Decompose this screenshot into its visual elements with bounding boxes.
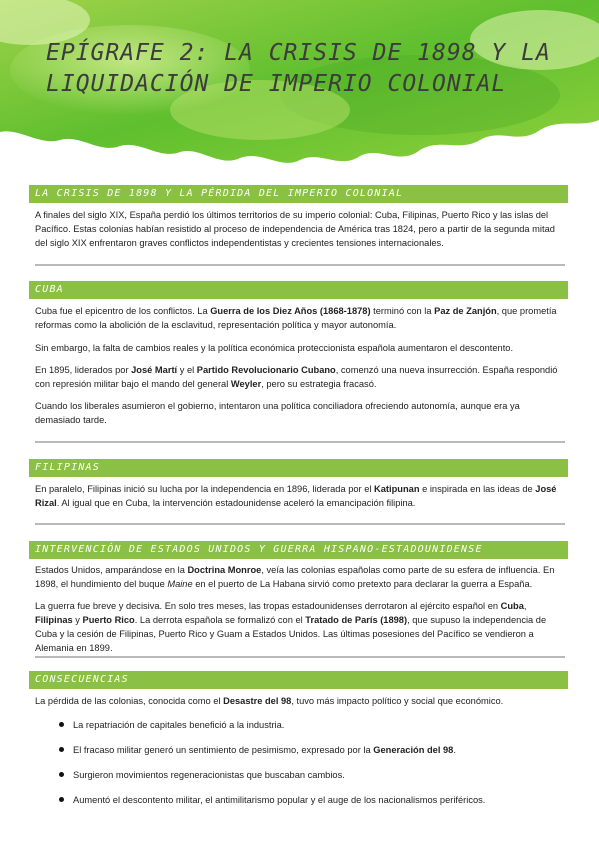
bullet-icon: [57, 770, 65, 778]
cuba-paragraph-2: Sin embargo, la falta de cambios reales y la política económica proteccionista española aumentaron el descontento.: [35, 343, 514, 353]
cuba-paragraph-4: Cuando los liberales asumieron el gobierno, intentaron una política conciliadora ofreciendo autonomía, aunque era ya demasiado tarde.: [35, 401, 520, 425]
list-item: La repatriación de capitales benefició a la industria.: [73, 720, 285, 730]
bullet-icon: [57, 795, 65, 803]
intervencion-paragraph-2: La guerra fue breve y decisiva. En solo tres meses, las tropas estadounidenses derrotaron al ejército español en Cuba, Filipinas y Puerto Rico. La derrota española se formalizó con el Tratado de París (1898), que supuso la independencia de Cuba y la cesión de Filipinas, Puerto Rico y Guam a Estados Unidos. Las últimas posesiones del Pacífico se vendieron a Alemania en 1899.: [35, 601, 547, 653]
section-heading-intervencion: INTERVENCIÓN DE ESTADOS UNIDOS Y GUERRA HISPANO-ESTADOUNIDENSE: [29, 541, 568, 559]
intervencion-paragraph-1: Estados Unidos, amparándose en la Doctrina Monroe, veía las colonias españolas como parte de su esfera de influencia. En 1898, el hundimiento del buque Maine en el puerto de La Habana sirvió como pretexto para declarar la guerra a España.: [35, 565, 555, 589]
consecuencias-paragraph: La pérdida de las colonias, conocida como el Desastre del 98, tuvo más impacto político y social que económico.: [35, 696, 504, 706]
bullet-icon: [57, 745, 65, 753]
section-heading-cuba: CUBA: [29, 281, 568, 299]
list-item: Surgieron movimientos regeneracionistas que buscaban cambios.: [73, 770, 345, 780]
divider: [35, 656, 565, 658]
divider: [35, 523, 565, 525]
intro-paragraph: A finales del siglo XIX, España perdió los últimos territorios de su imperio colonial: Cuba, Filipinas, Puerto Rico y las islas del Pacífico. Estas colonias habían resistido al proceso de independencia de América tras 1824, pero a partir de la segunda mitad del siglo XIX enfrentaron graves conflictos independentistas y crecientes tensiones internacionales.: [35, 210, 555, 248]
bullet-icon: [57, 720, 65, 728]
list-item: Aumentó el descontento militar, el antimilitarismo popular y el auge de los nacionalismos periféricos.: [73, 795, 486, 805]
cuba-paragraph-1: Cuba fue el epicentro de los conflictos. La Guerra de los Diez Años (1868-1878) terminó con la Paz de Zanjón, que prometía reformas como la abolición de la esclavitud, representación política y mayor autonomía.: [35, 306, 557, 330]
section-heading-consecuencias: CONSECUENCIAS: [29, 671, 568, 689]
divider: [35, 441, 565, 443]
page-title: EPÍGRAFE 2: LA CRISIS DE 1898 Y LA LIQUIDACIÓN DE IMPERIO COLONIAL: [46, 40, 551, 97]
list-item: El fracaso militar generó un sentimiento de pesimismo, expresado por la Generación del 98.: [73, 745, 456, 755]
divider: [35, 264, 565, 266]
section-heading-crisis: LA CRISIS DE 1898 Y LA PÉRDIDA DEL IMPERIO COLONIAL: [29, 185, 568, 203]
cuba-paragraph-3: En 1895, liderados por José Martí y el Partido Revolucionario Cubano, comenzó una nueva insurrección. España respondió con represión militar bajo el mando del general Weyler, pero su estrategia fracasó.: [35, 365, 558, 389]
filipinas-paragraph: En paralelo, Filipinas inició su lucha por la independencia en 1896, liderada por el Katipunan e inspirada en las ideas de José Rizal. Al igual que en Cuba, la intervención estadounidense aceleró la emancipación filipina.: [35, 484, 557, 508]
section-heading-filipinas: FILIPINAS: [29, 459, 568, 477]
